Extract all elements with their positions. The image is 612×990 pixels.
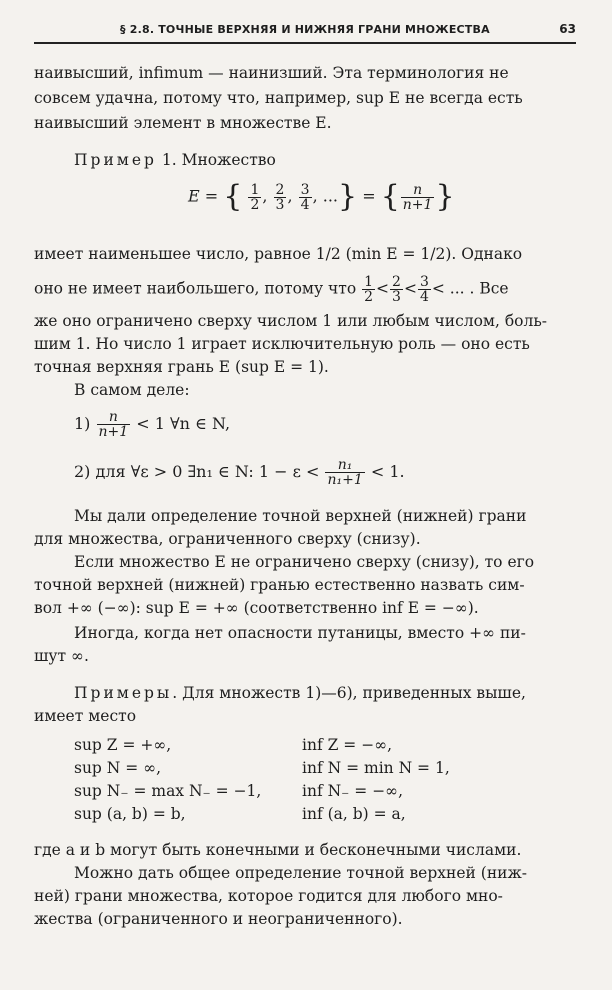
sup-formula: sup (a, b) = b, (74, 805, 186, 823)
set-definition-formula: E = { $\frac{1}{2}$ , $\frac{2}{3}$ , $\frac{3}{4}$ , ...} = { $\frac{n}{n+1}$ } (188, 179, 455, 214)
text-line: имеет место (34, 707, 137, 725)
text-line: для множества, ограниченного сверху (снизу). (34, 530, 421, 548)
inf-formula: inf N = min N = 1, (302, 759, 450, 777)
text-line: ней) грани множества, которое годится для любого мно- (34, 887, 503, 905)
inf-formula: inf Z = −∞, (302, 736, 393, 754)
text-line-with-fractions: оно не имеет наибольшего, потому что $\frac{1}{2}$ < $\frac{2}{3}$ < $\frac{3}{4}$ < ... . Все (34, 274, 509, 305)
text-line: шут ∞. (34, 647, 89, 665)
equals-sign: = (362, 186, 376, 206)
text-line: Мы дали определение точной верхней (нижней) грани (74, 507, 527, 525)
inf-formula: inf (a, b) = a, (302, 805, 406, 823)
example-number: 1. Множество (161, 151, 276, 169)
text-line: шим 1. Но число 1 играет исключительную роль — оно есть (34, 335, 530, 353)
fraction: $\frac{2}{3}$ (392, 274, 401, 305)
left-brace: { (223, 179, 243, 214)
text-line: В самом деле: (74, 381, 190, 399)
text-line: Можно дать общее определение точной верхней (ниж- (74, 864, 527, 882)
fraction: $\frac{2}{3}$ (275, 181, 285, 213)
fraction: $\frac{n}{n+1}$ (402, 181, 433, 213)
examples-label: Примеры (74, 684, 173, 702)
fraction: $\frac{\text{n₁}}{\text{n₁+1}}$ (327, 457, 363, 488)
formula-lhs: E = (188, 186, 219, 206)
fraction: $\frac{1}{2}$ (250, 181, 260, 213)
left-brace: { (380, 179, 400, 214)
condition-2: 2) для ∀ε > 0 ∃n₁ ∈ N: 1 − ε < $\frac{\text{n₁}}{\text{n₁+1}}$ < 1. (74, 457, 405, 488)
text-line: точной верхней (нижней) гранью естественно назвать сим- (34, 576, 525, 594)
sup-formula: sup N₋ = max N₋ = −1, (74, 782, 262, 800)
example-heading (74, 150, 276, 170)
condition-1: 1) $\frac{n}{n+1}$ < 1 ∀n ∈ N, (74, 409, 231, 440)
header-title: § 2.8. ТОЧНЫЕ ВЕРХНЯЯ И НИЖНЯЯ ГРАНИ МНОЖЕСТВА (120, 23, 490, 36)
fraction: $\frac{3}{4}$ (419, 274, 429, 305)
text-line: точная верхняя грань E (sup E = 1). (34, 358, 329, 376)
inf-formula: inf N₋ = −∞, (302, 782, 404, 800)
text-line: жества (ограниченного и неограниченного). (34, 910, 403, 928)
sup-formula: sup Z = +∞, (74, 736, 172, 754)
text-line: Если множество E не ограничено сверху (снизу), то его (74, 553, 535, 571)
text-line: наивысший элемент в множестве E. (34, 114, 332, 132)
fraction: $\frac{1}{2}$ (364, 274, 374, 305)
text-line: где a и b могут быть конечными и бесконечными числами. (34, 841, 522, 859)
sup-formula: sup N = ∞, (74, 759, 162, 777)
text-line: Иногда, когда нет опасности путаницы, вместо +∞ пи- (74, 624, 526, 642)
ellipsis: , ... (312, 186, 338, 206)
text-line: имеет наименьшее число, равное 1/2 (min E = 1/2). Однако (34, 245, 523, 263)
right-brace: } (435, 179, 455, 214)
running-header (34, 20, 576, 44)
text-line: совсем удачна, потому что, например, sup E не всегда есть (34, 89, 523, 107)
text-line: наивысший, infimum — наинизший. Эта терминология не (34, 64, 509, 82)
example-label: Пример (74, 151, 157, 169)
page-number: 63 (559, 22, 576, 36)
text-line: вол +∞ (−∞): sup E = +∞ (соответственно inf E = −∞). (34, 599, 479, 617)
fraction: $\frac{3}{4}$ (300, 181, 310, 213)
right-brace: } (338, 179, 358, 214)
examples-heading: Примеры. Для множеств 1)—6), приведенных выше, (74, 684, 526, 702)
text-line: же оно ограничено сверху числом 1 или любым числом, боль- (34, 312, 548, 330)
fraction: $\frac{n}{n+1}$ (98, 409, 129, 440)
